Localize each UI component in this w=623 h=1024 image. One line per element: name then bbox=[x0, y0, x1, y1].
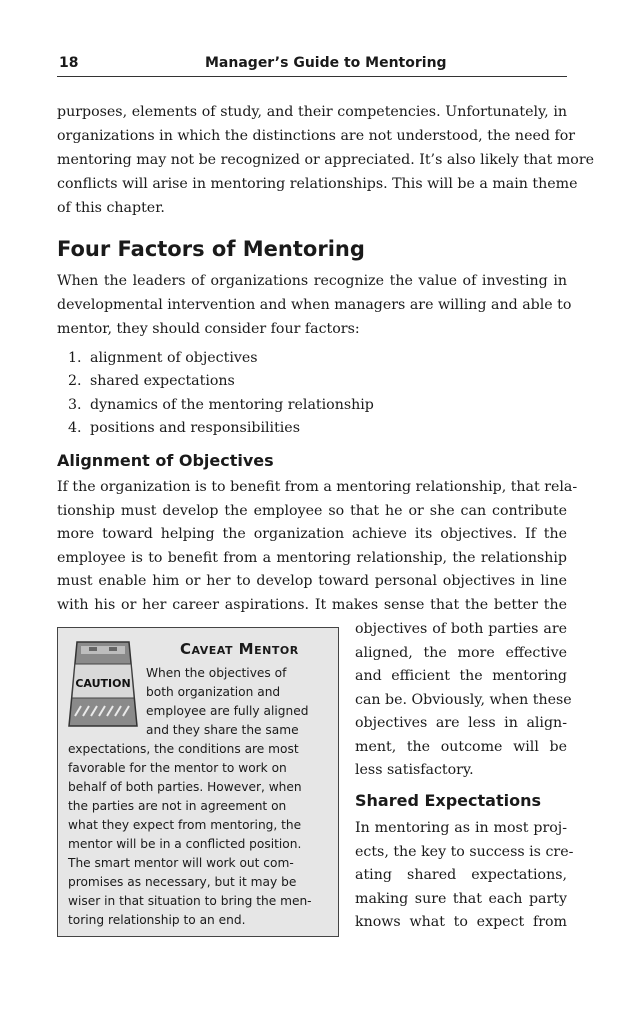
text-line: knows what to expect from bbox=[355, 914, 567, 930]
caveat-line: wiser in that situation to bring the men- bbox=[68, 894, 312, 908]
text-line: ects, the key to success is cre- bbox=[355, 844, 574, 860]
page-number: 18 bbox=[59, 55, 79, 71]
text-line: must enable him or her to develop toward personal objectives in line bbox=[57, 573, 567, 589]
running-title: Manager’s Guide to Mentoring bbox=[205, 55, 447, 71]
text-line: with his or her career aspirations. It makes sense that the better the bbox=[57, 597, 567, 613]
text-line: purposes, elements of study, and their competencies. Unfortunately, in bbox=[57, 104, 567, 120]
text-line: In mentoring as in most proj- bbox=[355, 820, 567, 836]
caveat-line: both organization and bbox=[146, 685, 281, 699]
text-line: and efficient the mentoring bbox=[355, 668, 567, 684]
text-line: mentoring may not be recognized or appreciated. It’s also likely that more bbox=[57, 152, 594, 168]
text-line: of this chapter. bbox=[57, 200, 165, 216]
caveat-line: The smart mentor will work out com- bbox=[68, 856, 294, 870]
caveat-line: favorable for the mentor to work on bbox=[68, 761, 287, 775]
caution-sign-icon bbox=[67, 638, 139, 730]
caveat-line: expectations, the conditions are most bbox=[68, 742, 299, 756]
text-line: making sure that each party bbox=[355, 891, 567, 907]
text-line: more toward helping the organization achieve its objectives. If the bbox=[57, 526, 567, 542]
caveat-line: behalf of both parties. However, when bbox=[68, 780, 302, 794]
text-line: ment, the outcome will be bbox=[355, 739, 567, 755]
section-heading: Four Factors of Mentoring bbox=[57, 237, 365, 261]
caveat-line: mentor will be in a conflicted position. bbox=[68, 837, 302, 851]
text-line: less satisfactory. bbox=[355, 762, 474, 778]
caveat-line: promises as necessary, but it may be bbox=[68, 875, 297, 889]
text-line: mentor, they should consider four factors: bbox=[57, 321, 360, 337]
text-line: developmental intervention and when managers are willing and able to bbox=[57, 297, 572, 313]
text-line: objectives are less in align- bbox=[355, 715, 567, 731]
list-item: 4. positions and responsibilities bbox=[68, 420, 300, 436]
text-line: employee is to benefit from a mentoring relationship, the relationship bbox=[57, 550, 567, 566]
caveat-line: When the objectives of bbox=[146, 666, 287, 680]
caveat-mentor-box bbox=[57, 627, 339, 937]
caveat-line: what they expect from mentoring, the bbox=[68, 818, 302, 832]
text-line: aligned, the more effective bbox=[355, 645, 567, 661]
caution-sign-label: CAUTION bbox=[75, 677, 131, 690]
list-item: 1. alignment of objectives bbox=[68, 350, 258, 366]
caveat-line: the parties are not in agreement on bbox=[68, 799, 287, 813]
list-item: 3. dynamics of the mentoring relationship bbox=[68, 397, 374, 413]
caveat-line: and they share the same bbox=[146, 723, 299, 737]
caveat-title: Caveat Mentor bbox=[180, 640, 299, 658]
text-line: If the organization is to benefit from a mentoring relationship, that rela- bbox=[57, 479, 578, 495]
text-line: can be. Obviously, when these bbox=[355, 692, 572, 708]
text-line: ating shared expectations, bbox=[355, 867, 567, 883]
text-line: conflicts will arise in mentoring relationships. This will be a main theme bbox=[57, 176, 578, 192]
text-line: objectives of both parties are bbox=[355, 621, 567, 637]
caveat-line: toring relationship to an end. bbox=[68, 913, 246, 927]
running-header bbox=[57, 54, 567, 77]
text-line: organizations in which the distinctions are not understood, the need for bbox=[57, 128, 576, 144]
text-line: tionship must develop the employee so that he or she can contribute bbox=[57, 503, 567, 519]
subheading-shared-expectations: Shared Expectations bbox=[355, 791, 541, 810]
subheading-alignment: Alignment of Objectives bbox=[57, 451, 274, 470]
text-line: When the leaders of organizations recognize the value of investing in bbox=[57, 273, 567, 289]
list-item: 2. shared expectations bbox=[68, 373, 235, 389]
caveat-line: employee are fully aligned bbox=[146, 704, 309, 718]
